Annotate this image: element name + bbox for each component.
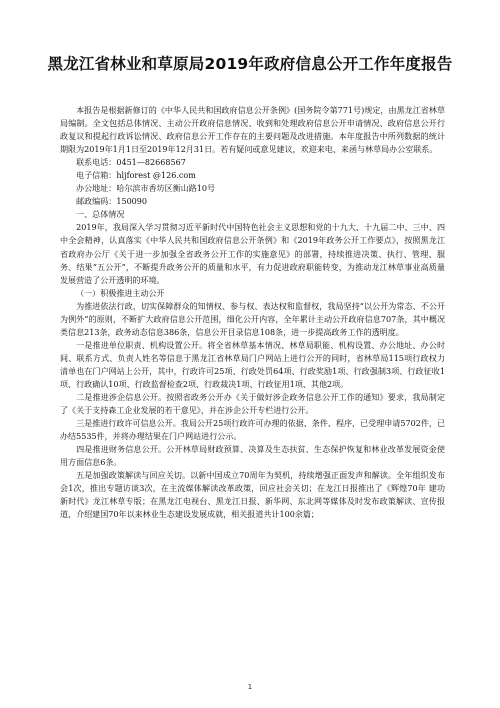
active-disclosure-paragraph: 为推进依法行政，切实保障群众的知情权、参与权、表达权和监督权，我局坚持“以公开为常态、不公开为例外”的原则，不断扩大政府信息公开范围，细化公开内容，全年累计主动公开政府信息707条，其中概况类信息213条，政务动态信息386条，信息公开目录信息108条，进一步提高政务工作的透明度。 (60, 301, 445, 337)
item-three-paragraph: 三是推进行政许可信息公开。我局公开25项行政许可办理的依据、条件、程序，已受理申请5702件，已办结5535件，并将办理结果在门户网站进行公示。 (60, 419, 445, 442)
subsection-heading-active-disclosure: （一）积极推进主动公开 (76, 288, 165, 298)
contact-email: 电子信箱：hljforest @126.com (76, 171, 196, 181)
contact-postcode: 邮政编码：150090 (76, 197, 148, 207)
item-two-paragraph: 二是推进涉企信息公开。按照省政务公开办《关于做好涉企政务信息公开工作的通知》要求，我局制定了《关于支持森工企业发展的若干意见》，并在涉企公开专栏进行公开。 (60, 393, 445, 416)
overview-paragraph: 2019年，我局深入学习贯彻习近平新时代中国特色社会主义思想和党的十九大、十九届二中、三中、四中全会精神，认真落实《中华人民共和国政府信息公开条例》和《2019年政务公开工作要点》，按照黑龙江省政府办公厅《关于进一步加强全省政务公开工作的实施意见》的部署，持续推进决策、执行、管理、服务、结果“五公开”，不断提升政务公开的质量和水平，有力促进政府职能转变，为推动龙江林草事业高质量发展营造了公开透明的环境。 (60, 223, 445, 285)
contact-phone: 联系电话：0451—82668567 (76, 158, 186, 168)
item-four-paragraph: 四是推进财务信息公开。公开林草局财政预算、决算及生态扶贫、生态保护恢复和林业改革发展资金使用方面信息6条。 (60, 445, 445, 468)
contact-address: 办公地址：哈尔滨市香坊区衡山路10号 (76, 184, 216, 194)
item-five-paragraph: 五是加强政策解读与回应关切。以新中国成立70周年为契机，持续增强正面发声和解读。全年组织发布会1次，推出专题访谈3次，在主流媒体解读改革政策，回应社会关切；在龙江日报推出了《辉煌70年 建功新时代》龙江林草专版；在黑龙江电视台、黑龙江日报、新华网、东北网等媒体及时发布政策解读、宣传报道，介绍建国70年以来林业生态建设发展成就，相关报道共计100余篇； (60, 471, 445, 520)
intro-paragraph: 本报告是根据新修订的《中华人民共和国政府信息公开条例》(国务院令第771号)规定，由黑龙江省林草局编制。全文包括总体情况、主动公开政府信息情况、收到和处理政府信息公开申请情况、政府信息公开行政复议和提起行政诉讼情况、政府信息公开工作存在的主要问题及改进措施。本年度报告中所列数据的统计期限为2019年1月1日至2019年12月31日。若有疑问或意见建议，欢迎来电、来函与林草局办公室联系。 (60, 106, 445, 155)
document-title: 黑龙江省林业和草原局2019年政府信息公开工作年度报告 (47, 55, 453, 73)
document-body (60, 104, 445, 522)
section-heading-overview: 一、总体情况 (76, 210, 125, 220)
page-number: 1 (247, 683, 253, 691)
item-one-paragraph: 一是推进单位职责、机构设置公开。将全省林草基本情况、林草局职能、机构设置、办公地址、办公时间、联系方式、负责人姓名等信息于黑龙江省林草局门户网站上进行公开的同时，省林草局115项行政权力清单也在门户网站上公开，其中，行政许可25项、行政处罚64项、行政奖励1项、行政强制3项、行政征收1项、行政确认10项、行政监督检查2项、行政裁决1项、行政征用1项、其他2项。 (60, 340, 445, 389)
